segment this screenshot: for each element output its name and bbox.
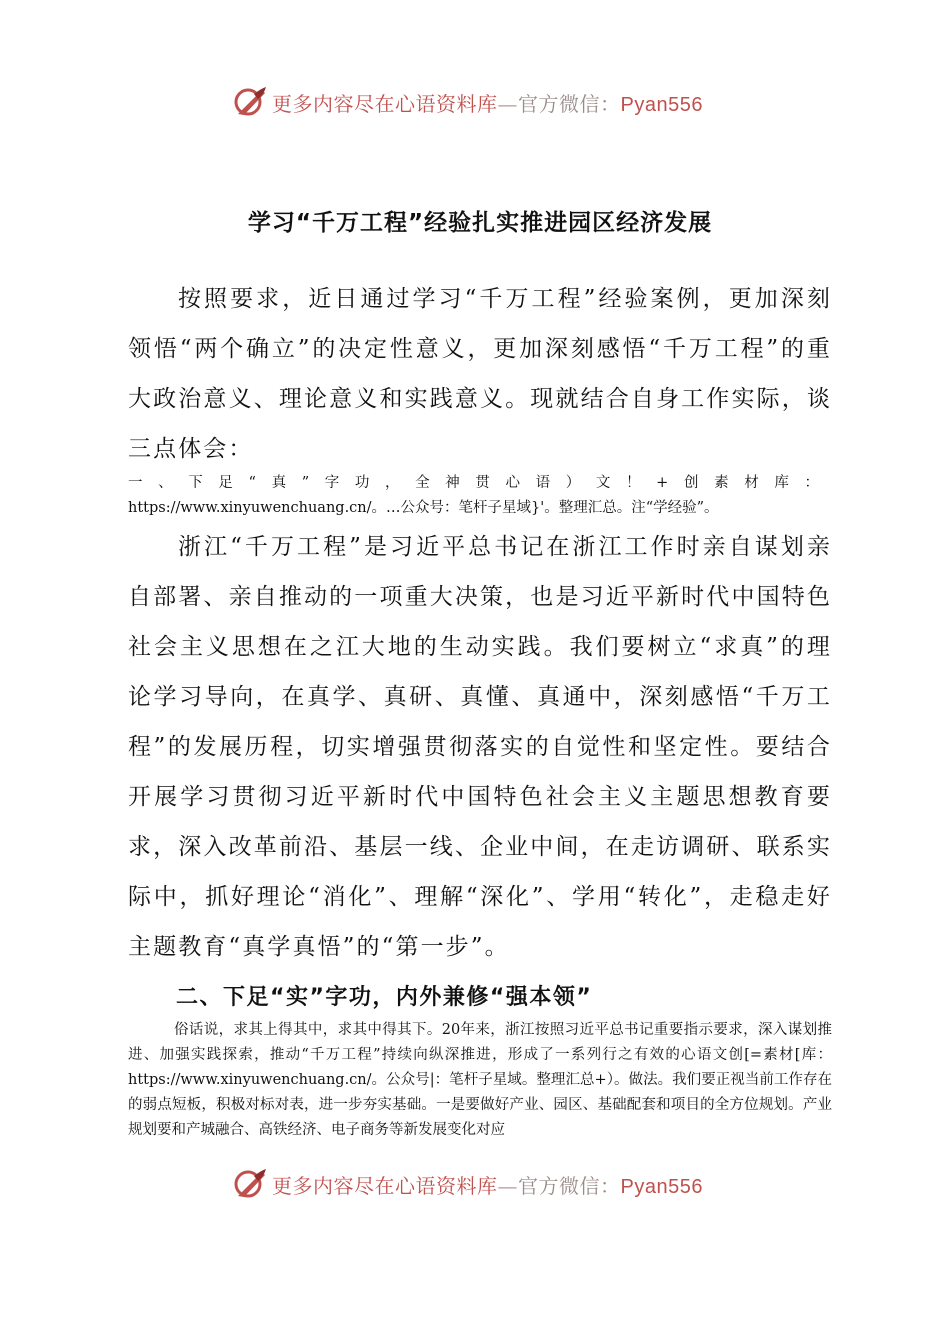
banner-text: 更多内容尽在心语资料库—官方微信：Pyan556	[272, 1173, 703, 1198]
section2-heading: 二、下足“实”字功，内外兼修“强本领”	[176, 985, 593, 1010]
banner-text: 更多内容尽在心语资料库—官方微信：Pyan556	[272, 91, 703, 116]
document-title: 学习“千万工程”经验扎实推进园区经济发展	[247, 210, 713, 236]
intro-paragraph: 按照要求，近日通过学习“千万工程”经验案例，更加深刻领悟“两个确立”的决定性意义，更加深刻感悟“千万工程”的重大政治意义、理论意义和实践意义。现就结合自身工作实际，谈三点体会：	[128, 286, 832, 462]
quill-logo-icon	[232, 1166, 268, 1202]
watermark-banner-top	[232, 82, 722, 122]
watermark-banner-bottom	[232, 1164, 722, 1204]
section2-body: 俗话说，求其上得其中，求其中得其下。20年来，浙江按照习近平总书记重要指示要求，深入谋划推进、加强实践探索，推动“千万工程”持续向纵深推进，形成了一系列行之有效的心语文创[=素材[库：https://www.xinyuwenchuang.cn/。公众号|：笔杆子星域。整理汇总+）。做法。我们要正视当前工作存在的弱点短板，积极对标对表，进一步夯实基础。一是要做好产业、园区、基础配套和项目的全方位规划。产业规划要和产城融合、高铁经济、电子商务等新发展变化对应	[128, 1022, 832, 1138]
section1-heading: 一、下足“真”字功，全神贯心语）文！+创素材库： https://www.xinyuwenchuang.cn/。…公众号：笔杆子星域}'。整理汇总。注“学经验”。	[128, 475, 832, 516]
quill-logo-icon	[232, 84, 268, 120]
section1-body: 浙江“千万工程”是习近平总书记在浙江工作时亲自谋划亲自部署、亲自推动的一项重大决策，也是习近平新时代中国特色社会主义思想在之江大地的生动实践。我们要树立“求真”的理论学习导向，在真学、真研、真懂、真通中，深刻感悟“千万工程”的发展历程，切实增强贯彻落实的自觉性和坚定性。要结合开展学习贯彻习近平新时代中国特色社会主义主题思想教育要求，深入改革前沿、基层一线、企业中间，在走访调研、联系实际中，抓好理论“消化”、理解“深化”、学用“转化”，走稳走好主题教育“真学真悟”的“第一步”。	[128, 534, 832, 960]
